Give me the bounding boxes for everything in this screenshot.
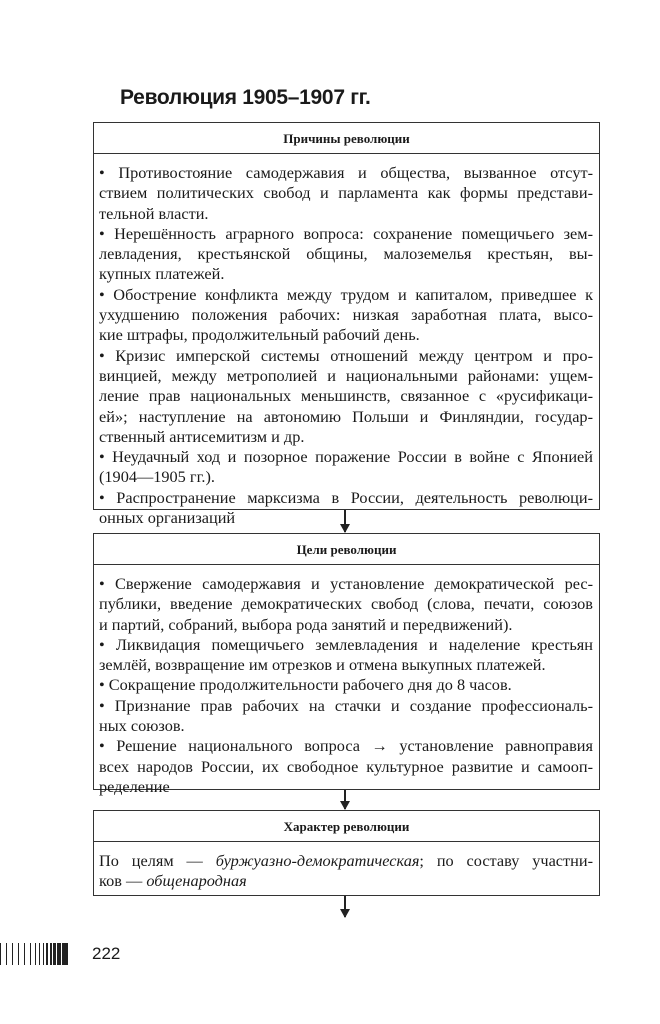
text-line: кие штрафы, продолжительный рабочий день. bbox=[99, 325, 420, 345]
text-line: публики, введение демократических свобод (слова, печати, союзов bbox=[99, 594, 593, 614]
causes-header: Причины революции bbox=[94, 123, 599, 154]
text-line: всех народов России, их свободное культурное развитие и самооп- bbox=[99, 756, 593, 776]
text-line: • Нерешённость аграрного вопроса: сохранение помещичьего зем- bbox=[99, 223, 593, 243]
page-number: 222 bbox=[92, 944, 121, 963]
text-line: • Решение национального вопроса → установление равноправия bbox=[99, 736, 593, 756]
text-line: ных союзов. bbox=[99, 716, 185, 736]
text-line: • Свержение самодержавия и установление демократической рес- bbox=[99, 574, 593, 593]
character-box bbox=[93, 810, 600, 896]
page-title: Революция 1905–1907 гг. bbox=[120, 86, 371, 109]
arrow-down-icon bbox=[344, 896, 346, 917]
text: ков — bbox=[99, 871, 147, 891]
arrow-down-icon bbox=[344, 510, 346, 532]
text-italic: буржуазно-демократическая bbox=[215, 851, 420, 870]
text-line: • Кризис имперской системы отношений между центром и про- bbox=[99, 345, 593, 365]
causes-box bbox=[93, 122, 600, 528]
causes-list bbox=[94, 154, 599, 534]
text-line: ствием политических свобод и парламента как формы представи- bbox=[99, 183, 593, 203]
goals-box bbox=[93, 533, 600, 796]
text-line: • Признание прав рабочих на стачки и создание профессиональ- bbox=[99, 695, 593, 715]
text-line: • Обострение конфликта между трудом и капиталом, приведшее к bbox=[99, 284, 593, 304]
character-text bbox=[94, 842, 599, 898]
text-line: ление прав национальных меньшинств, связанное с «русификаци- bbox=[99, 386, 593, 406]
character-header: Характер революции bbox=[94, 811, 599, 842]
text-line: левладения, крестьянской общины, малоземелья крестьян, вы- bbox=[99, 244, 593, 264]
goals-list bbox=[94, 565, 599, 803]
page-edge-marker bbox=[0, 943, 82, 965]
text-line: • Неудачный ход и позорное поражение России в войне с Японией bbox=[99, 447, 593, 467]
text-line: • Противостояние самодержавия и общества, вызванное отсут- bbox=[99, 163, 593, 182]
text-line: ей»; наступление на автономию Польши и Финляндии, государ- bbox=[99, 406, 593, 426]
text-line: тельной власти. bbox=[99, 203, 209, 223]
text-line: (1904—1905 гг.). bbox=[99, 467, 215, 487]
text-line: и партий, собраний, выбора рода занятий и передвижений). bbox=[99, 614, 513, 634]
stripe bbox=[62, 943, 68, 965]
text-line: • Ликвидация помещичьего землевладения и наделение крестьян bbox=[99, 634, 593, 654]
goals-header: Цели революции bbox=[94, 534, 599, 565]
text-line: • Распространение марксизма в России, деятельность революци- bbox=[99, 487, 593, 507]
text-line: купных платежей. bbox=[99, 264, 225, 284]
arrow-down-icon bbox=[344, 790, 346, 809]
text-line: винцией, между метрополией и национальными районами: ущем- bbox=[99, 365, 593, 385]
text-italic: общенародная bbox=[146, 871, 247, 891]
text: ; по составу участни- bbox=[419, 851, 593, 870]
text-line: • Сокращение продолжительности рабочего дня до 8 часов. bbox=[99, 675, 512, 695]
text: По целям — bbox=[99, 851, 216, 870]
text-line: землёй, возвращение им отрезков и отмена выкупных платежей. bbox=[99, 655, 546, 675]
text-line: онных организаций bbox=[99, 508, 236, 528]
text-line: ухудшению положения рабочих: низкая заработная плата, высо- bbox=[99, 305, 593, 325]
text-line: ственный антисемитизм и др. bbox=[99, 426, 305, 446]
text-line: ределение bbox=[99, 776, 170, 796]
